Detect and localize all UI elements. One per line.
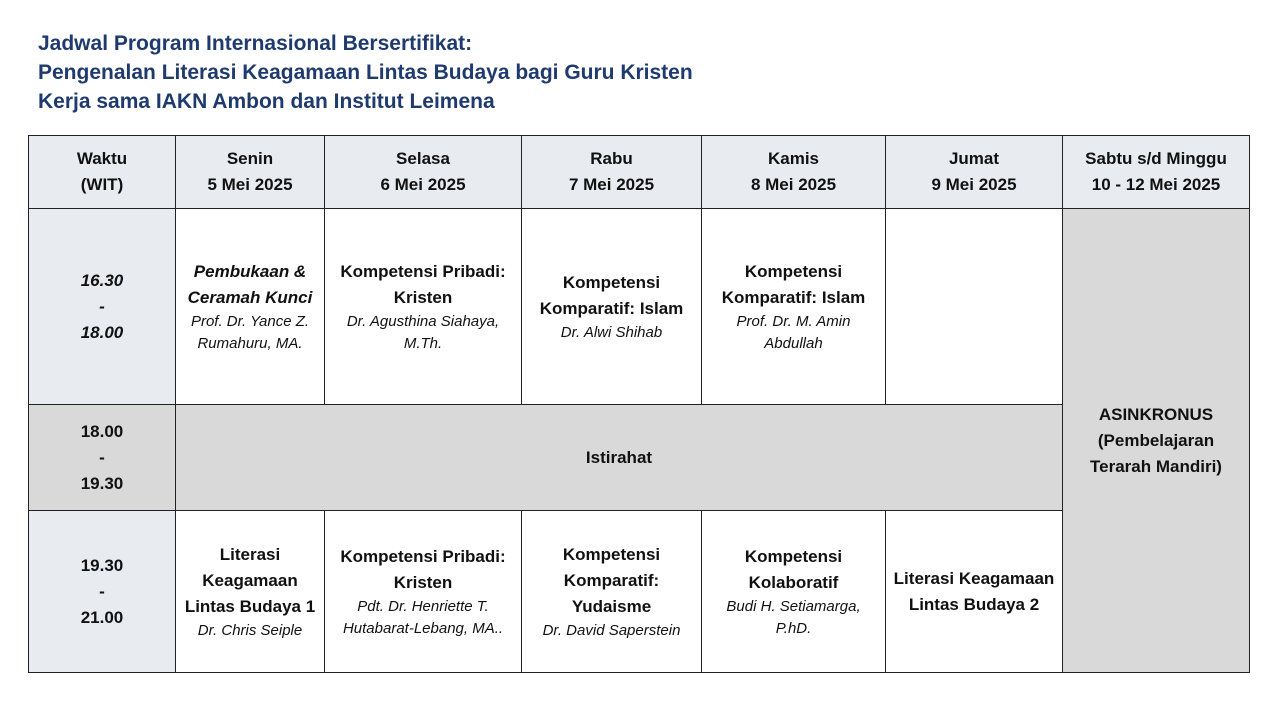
session-jumat-1	[886, 209, 1063, 405]
header-rabu: Rabu 7 Mei 2025	[522, 136, 702, 209]
header-jumat: Jumat 9 Mei 2025	[886, 136, 1063, 209]
title-line-2: Pengenalan Literasi Keagamaan Lintas Budaya bagi Guru Kristen	[38, 61, 693, 84]
session-senin-1: Pembukaan & Ceramah Kunci Prof. Dr. Yance Z. Rumahuru, MA.	[176, 209, 325, 405]
session-jumat-3: Literasi Keagamaan Lintas Budaya 2	[886, 511, 1063, 673]
page-title	[38, 29, 693, 116]
header-kamis: Kamis 8 Mei 2025	[702, 136, 886, 209]
time-slot-3: 19.30 - 21.00	[29, 511, 176, 673]
table-row	[29, 209, 1250, 405]
time-slot-2: 18.00 - 19.30	[29, 405, 176, 511]
title-line-1: Jadwal Program Internasional Bersertifikat:	[38, 32, 473, 55]
schedule-table	[28, 135, 1250, 673]
session-kamis-3: Kompetensi Kolaboratif Budi H. Setiamarga, P.hD.	[702, 511, 886, 673]
header-weekend: Sabtu s/d Minggu 10 - 12 Mei 2025	[1063, 136, 1250, 209]
header-senin: Senin 5 Mei 2025	[176, 136, 325, 209]
session-selasa-1: Kompetensi Pribadi: Kristen Dr. Agusthina Siahaya, M.Th.	[325, 209, 522, 405]
session-rabu-3: Kompetensi Komparatif: Yudaisme Dr. David Saperstein	[522, 511, 702, 673]
session-rabu-1: Kompetensi Komparatif: Islam Dr. Alwi Shihab	[522, 209, 702, 405]
header-waktu: Waktu (WIT)	[29, 136, 176, 209]
session-selasa-3: Kompetensi Pribadi: Kristen Pdt. Dr. Henriette T. Hutabarat-Lebang, MA..	[325, 511, 522, 673]
break-cell: Istirahat	[176, 405, 1063, 511]
weekend-async-cell: ASINKRONUS (Pembelajaran Terarah Mandiri)	[1063, 209, 1250, 673]
header-selasa: Selasa 6 Mei 2025	[325, 136, 522, 209]
session-senin-3: Literasi Keagamaan Lintas Budaya 1 Dr. Chris Seiple	[176, 511, 325, 673]
header-row	[29, 136, 1250, 209]
title-line-3: Kerja sama IAKN Ambon dan Institut Leimena	[38, 90, 495, 113]
session-kamis-1: Kompetensi Komparatif: Islam Prof. Dr. M. Amin Abdullah	[702, 209, 886, 405]
time-slot-1: 16.30 - 18.00	[29, 209, 176, 405]
